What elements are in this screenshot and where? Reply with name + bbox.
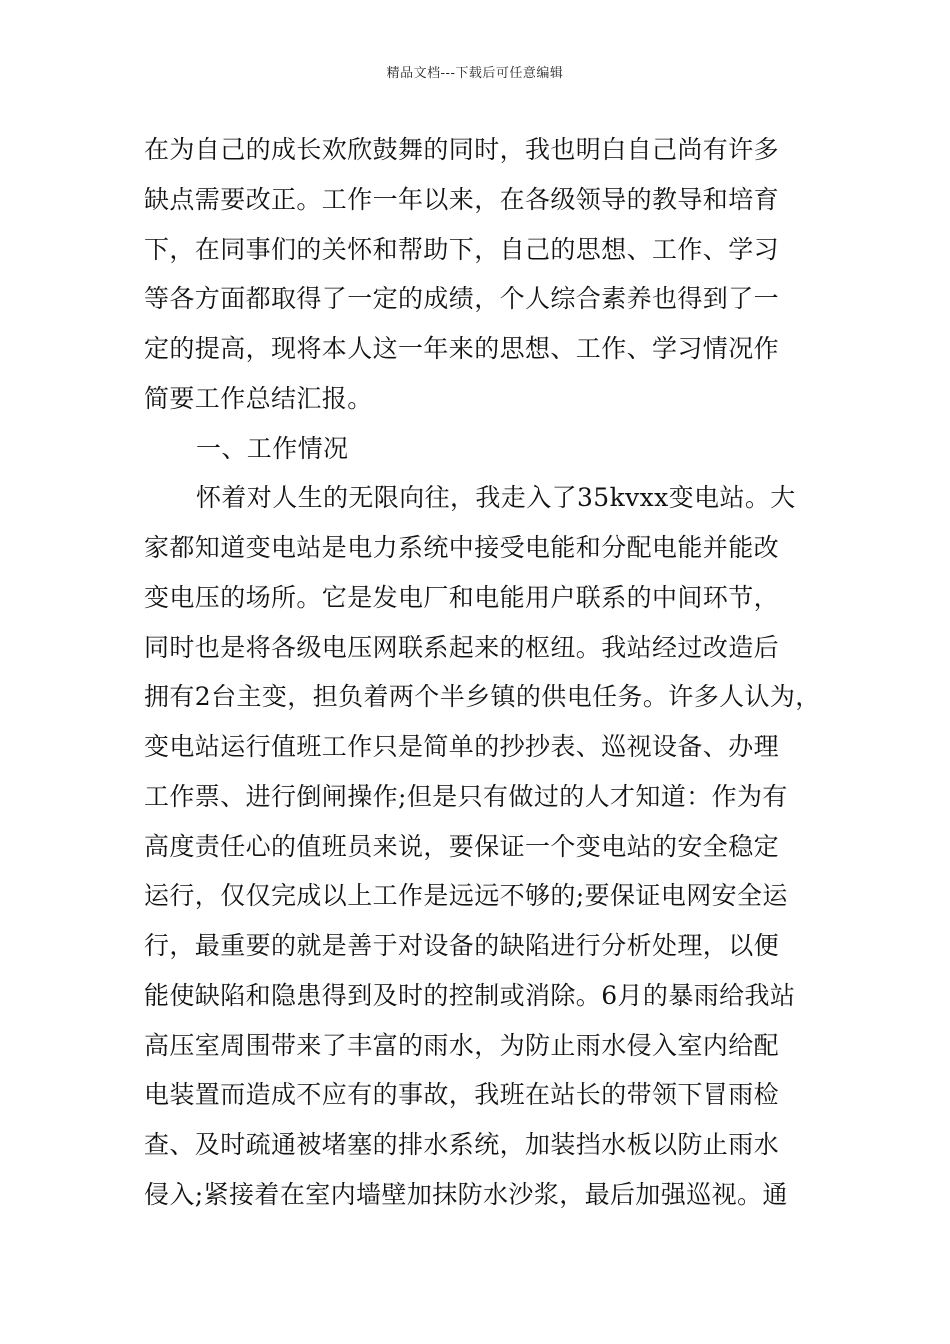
document-body bbox=[144, 125, 844, 1220]
text-line: 变电站运行值班工作只是简单的抄抄表、巡视设备、办理 bbox=[144, 732, 780, 761]
text-line: 工作票、进行倒闸操作;但是只有做过的人才知道：作为有 bbox=[144, 781, 788, 811]
text-line: 查、及时疏通被堵塞的排水系统，加装挡水板以防止雨水 bbox=[144, 1130, 780, 1159]
text-line: 同时也是将各级电压网联系起来的枢纽。我站经过改造后 bbox=[144, 632, 780, 662]
text-line: 定的提高，现将本人这一年来的思想、工作、学习情况作 bbox=[144, 334, 780, 363]
text-line: 家都知道变电站是电力系统中接受电能和分配电能并能改 bbox=[144, 533, 780, 562]
page-header: 精品文档---下载后可任意编辑 bbox=[386, 66, 564, 81]
text-line: 电装置而造成不应有的事故，我班在站长的带领下冒雨检 bbox=[144, 1080, 780, 1110]
text-line: 怀着对人生的无限向往，我走入了35kvxx变电站。大 bbox=[196, 483, 796, 513]
section-heading: 一、工作情况 bbox=[196, 433, 349, 463]
text-line: 行，最重要的就是善于对设备的缺陷进行分析处理，以便 bbox=[144, 931, 780, 960]
text-line: 在为自己的成长欢欣鼓舞的同时，我也明白自己尚有许多 bbox=[144, 135, 780, 164]
text-line: 运行，仅仅完成以上工作是远远不够的;要保证电网安全运 bbox=[144, 881, 788, 911]
text-line: 简要工作总结汇报。 bbox=[144, 383, 373, 413]
text-line: 下，在同事们的关怀和帮助下，自己的思想、工作、学习 bbox=[144, 234, 780, 264]
text-line: 缺点需要改正。工作一年以来，在各级领导的教导和培育 bbox=[144, 184, 780, 214]
text-line: 变电压的场所。它是发电厂和电能用户联系的中间环节， bbox=[144, 582, 780, 612]
text-line: 拥有2台主变，担负着两个半乡镇的供电任务。许多人认为， bbox=[144, 682, 821, 712]
text-line: 能使缺陷和隐患得到及时的控制或消除。6月的暴雨给我站 bbox=[144, 980, 796, 1010]
text-line: 侵入;紧接着在室内墙壁加抹防水沙浆，最后加强巡视。通 bbox=[144, 1179, 788, 1209]
text-line: 等各方面都取得了一定的成绩，个人综合素养也得到了一 bbox=[144, 284, 780, 314]
text-line: 高压室周围带来了丰富的雨水，为防止雨水侵入室内给配 bbox=[144, 1030, 780, 1060]
text-line: 高度责任心的值班员来说，要保证一个变电站的安全稳定 bbox=[144, 831, 780, 861]
